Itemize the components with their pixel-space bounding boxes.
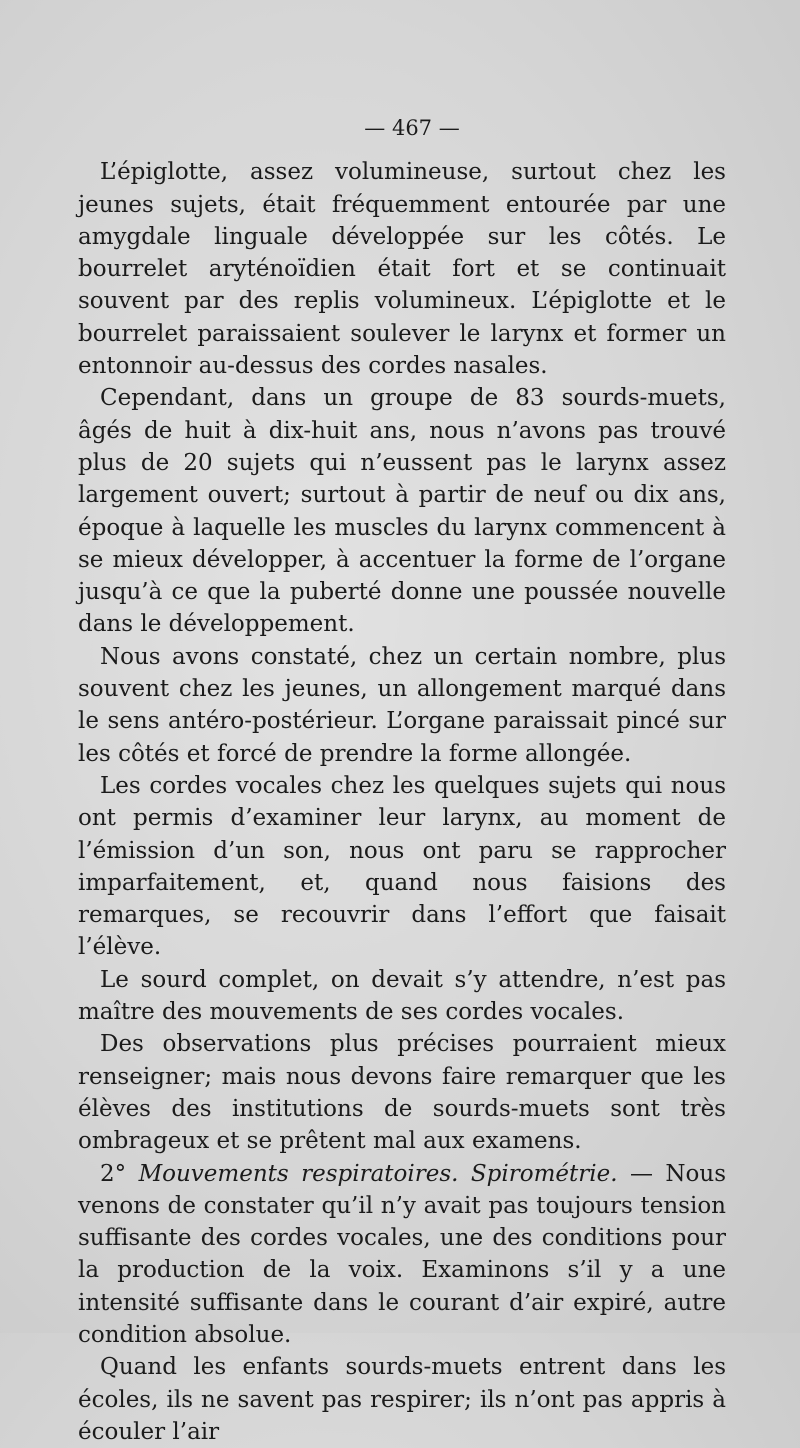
- paragraph-nous-avons-constate: Nous avons constaté, chez un certain nombre, plus souvent chez les jeunes, un allongement marqué dans le sens antéro-postérieur. L’organe paraissait pincé sur les côtés et forcé de prendre la forme allongée.: [78, 643, 726, 767]
- paragraph-quand-les-enfants: Quand les enfants sourds-muets entrent dans les écoles, ils ne savent pas respirer; ils n’ont pas appris à écouler l’air: [78, 1354, 726, 1445]
- paragraph-observations: Des observations plus précises pourraient mieux renseigner; mais nous devons faire remarquer que les élèves des institutions de sourds-muets sont très ombrageux et se prêtent mal aux examens.: [78, 1031, 726, 1155]
- section-text: — Nous venons de constater qu’il n’y avait pas toujours tension suffisante des cordes vocales, une des conditions pour la production de la voix. Examinons s’il y a une intensité suffisante dans le courant d’air expiré, autre condition absolue.: [78, 1160, 726, 1348]
- paragraph-cordes-vocales: Les cordes vocales chez les quelques sujets qui nous ont permis d’examiner leur larynx, au moment de l’émission d’un son, nous ont paru se rapprocher imparfaitement, et, quand nous faisions des remarques, se recouvrir dans l’effort que faisait l’élève.: [78, 772, 726, 961]
- section-number: 2°: [100, 1160, 139, 1187]
- paragraph-mouvements-respiratoires: [78, 1158, 726, 1352]
- paragraph-epiglotte: L’épiglotte, assez volumineuse, surtout chez les jeunes sujets, était fréquemment entourée par une amygdale linguale développée sur les côtés. Le bourrelet aryténoïdien était fort et se continuait souvent par des replis volumineux. L’épiglotte et le bourrelet paraissaient soulever le larynx et former un entonnoir au-dessus des cordes nasales.: [78, 159, 726, 380]
- book-page: [78, 112, 726, 1448]
- page-number: — 467 —: [364, 116, 460, 140]
- section-heading: Mouvements respiratoires. Spirométrie.: [138, 1160, 618, 1187]
- paragraph-sourd-complet: Le sourd complet, on devait s’y attendre, n’est pas maître des mouvements de ses cordes vocales.: [78, 966, 726, 1026]
- paragraph-cependant: Cependant, dans un groupe de 83 sourds-muets, âgés de huit à dix-huit ans, nous n’avons pas trouvé plus de 20 sujets qui n’eussent pas le larynx assez largement ouvert; surtout à partir de neuf ou dix ans, époque à laquelle les muscles du larynx commencent à se mieux développer, à accentuer la forme de l’organe jusqu’à ce que la puberté donne une poussée nouvelle dans le développement.: [78, 385, 726, 638]
